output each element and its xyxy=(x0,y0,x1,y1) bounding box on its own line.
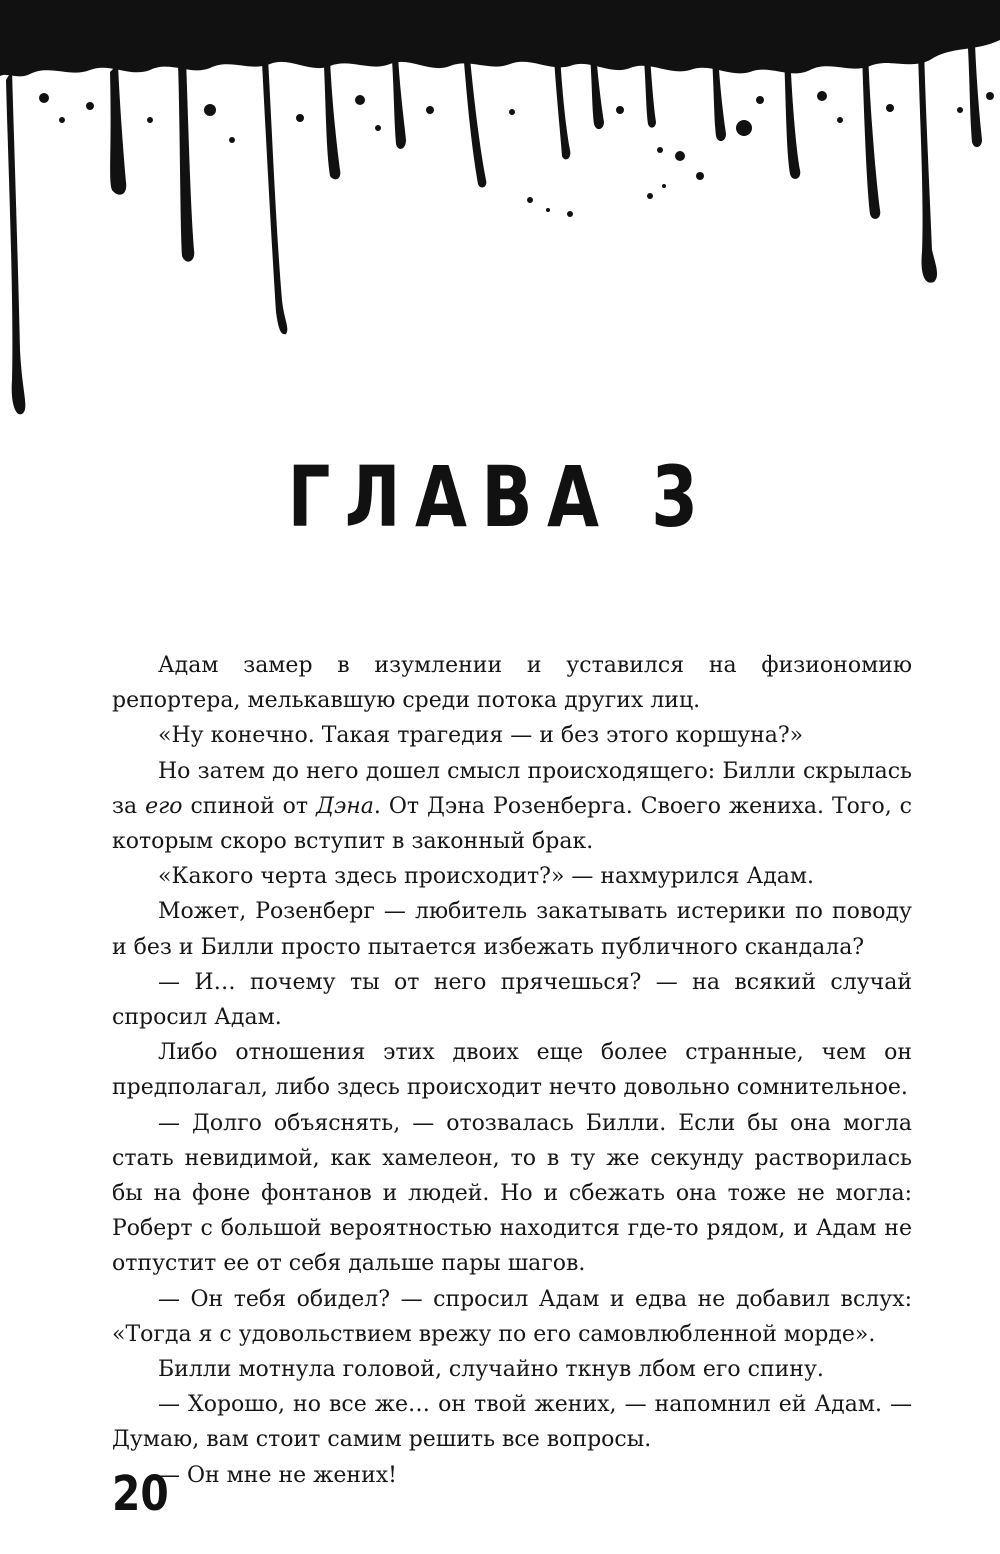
paragraph-text: — И… почему ты от него прячешься? — на всякий случай спросил Адам. xyxy=(112,969,912,1031)
paragraph-text: — Долго объяснять, — отозвалась Билли. Если бы она могла стать невидимой, как хамелеон, то в ту же секунду растворилась бы на фоне фонтанов и людей. Но и сбежать она тоже не могла: Роберт с большой вероятностью находится где-то рядом, и Адам не отпустит ее от себя дальше пары шагов. xyxy=(112,1110,912,1277)
paragraph-text: спиной от xyxy=(182,793,317,819)
paragraph-text: «Ну конечно. Такая трагедия — и без этого коршуна?» xyxy=(158,723,804,749)
ink-splatter-decoration xyxy=(0,0,1000,430)
paragraph-text: — Он тебя обидел? — спросил Адам и едва не добавил вслух: «Тогда я с удовольствием врежу по его самовлюбленной морде». xyxy=(112,1286,912,1347)
emphasis-text: Дэна xyxy=(316,793,374,819)
paragraph xyxy=(112,1035,912,1105)
emphasis-text: его xyxy=(145,793,183,819)
paragraph xyxy=(112,859,912,894)
paragraph-text: Но затем до него дошел смысл происходящего: Билли скрылась за xyxy=(112,758,912,819)
page-number: 20 xyxy=(112,1466,169,1522)
paragraph xyxy=(112,1387,912,1457)
paragraph-text: Билли мотнула головой, случайно ткнув лбом его спину. xyxy=(158,1357,824,1383)
paragraph xyxy=(112,1458,912,1493)
paragraph xyxy=(112,648,912,718)
paragraph-text: — Хорошо, но все же… он твой жених, — напомнил ей Адам. — Думаю, вам стоит самим решить все вопросы. xyxy=(112,1392,912,1453)
chapter-body xyxy=(112,648,912,1493)
paragraph-text: Может, Розенберг — любитель закатывать истерики по поводу и без и Билли просто пытается избежать публичного скандала? xyxy=(112,899,912,960)
paragraph xyxy=(112,1352,912,1387)
paragraph xyxy=(112,754,912,860)
paragraph-text: Либо отношения этих двоих еще более странные, чем он предполагал, либо здесь происходит нечто довольно сомнительное. xyxy=(112,1040,912,1101)
paragraph-text: Адам замер в изумлении и уставился на физиономию репортера, мелькавшую среди потока других лиц. xyxy=(112,653,912,714)
paragraph-text: — Он мне не жених! xyxy=(158,1462,397,1488)
chapter-title: ГЛАВА 3 xyxy=(287,448,713,546)
paragraph xyxy=(112,718,912,753)
paragraph xyxy=(112,1106,912,1282)
paragraph-text: «Какого черта здесь происходит?» — нахмурился Адам. xyxy=(158,864,814,890)
paragraph xyxy=(112,1282,912,1352)
paragraph xyxy=(112,965,912,1035)
paragraph xyxy=(112,894,912,964)
paragraph-text: . От Дэна Розенберга. Своего жениха. Того, с которым скоро вступит в законный брак. xyxy=(112,793,912,855)
